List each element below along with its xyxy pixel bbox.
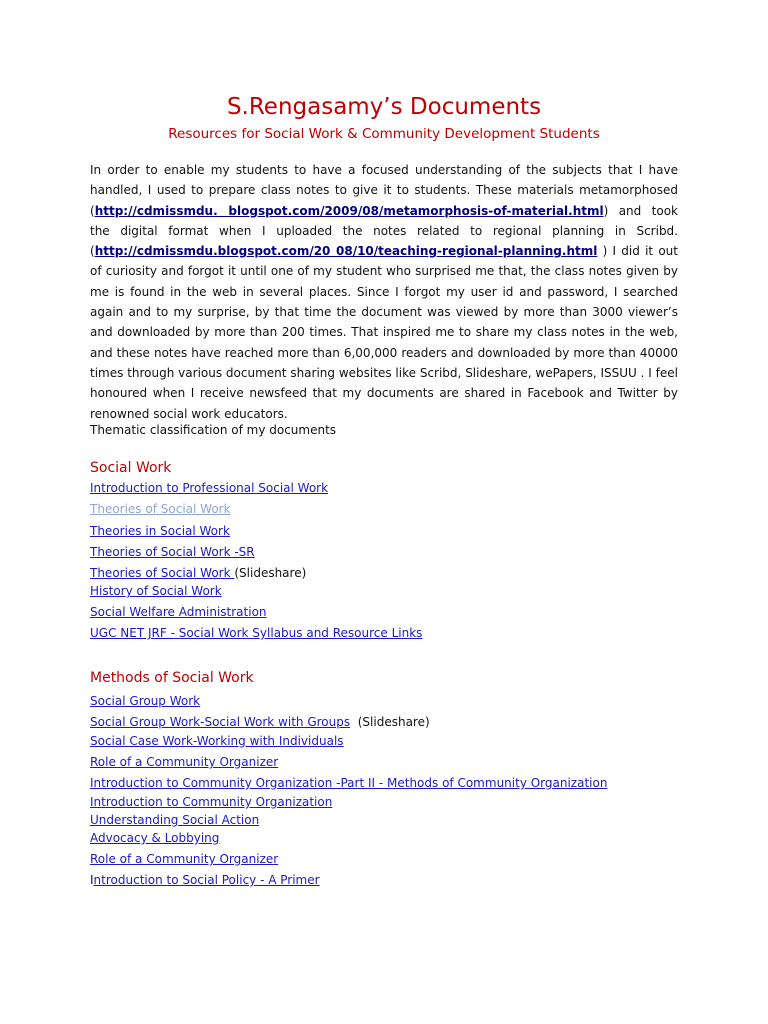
- intro-paragraph: [90, 160, 678, 424]
- page-title: S.Rengasamy’s Documents: [226, 94, 542, 120]
- list-item: [90, 850, 278, 868]
- list-item: [90, 522, 230, 540]
- doc-link[interactable]: Theories of Social Work: [90, 566, 235, 580]
- doc-link[interactable]: Social Group Work: [90, 694, 201, 708]
- list-item: [90, 871, 320, 889]
- list-item: [90, 624, 422, 642]
- doc-link[interactable]: Theories in Social Work: [90, 524, 230, 538]
- doc-link[interactable]: Understanding Social Action: [90, 813, 260, 827]
- doc-link[interactable]: History of Social Work: [90, 584, 222, 598]
- link-note: (Slideshare): [350, 715, 430, 729]
- doc-link[interactable]: Advocacy & Lobbying: [90, 831, 220, 845]
- section-heading-methods-of-social-work: Methods of Social Work: [90, 670, 254, 686]
- list-item: [90, 732, 344, 750]
- list-item: [90, 811, 259, 829]
- list-item: [90, 793, 332, 811]
- list-item: [90, 774, 607, 792]
- list-item: [90, 564, 306, 582]
- doc-link[interactable]: Role of a Community Organizer: [90, 852, 279, 866]
- doc-link[interactable]: Social Case Work-Working with Individuals: [90, 734, 344, 748]
- list-item: [90, 500, 231, 518]
- doc-link[interactable]: Introduction to Professional Social Work: [90, 481, 329, 495]
- intro-text-3: ) I did it out of curiosity and forgot it until one of my student who surprised me that, the class notes given by me is found in the web in several places. Since I forgot my user id and password, I searched again and to my surprise, by that time the document was viewed by more than 3000 viewer’s and downloaded by more than 200 times. That inspired me to share my class notes in the web, and these notes have reached more than 6,00,000 readers and downloaded by more than 40000 times through various document sharing websites like Scribd, Slideshare, wePapers, ISSUU . I feel honoured when I receive newsfeed that my documents are shared in Facebook and Twitter by renowned social work educators.: [90, 244, 678, 421]
- list-item: [90, 713, 430, 731]
- doc-link[interactable]: Role of a Community Organizer: [90, 755, 279, 769]
- list-item: [90, 543, 255, 561]
- doc-link[interactable]: Theories of Social Work -SR: [90, 545, 255, 559]
- doc-link[interactable]: Social Welfare Administration: [90, 605, 267, 619]
- doc-link[interactable]: Social Group Work-Social Work with Groups: [90, 715, 351, 729]
- regional-planning-link[interactable]: http://cdmissmdu.blogspot.com/20 08/10/teaching-regional-planning.html: [94, 244, 598, 259]
- list-item: [90, 582, 222, 600]
- list-item: [90, 603, 267, 621]
- doc-link[interactable]: ntroduction to Social Policy - A Primer: [93, 873, 320, 887]
- list-item: [90, 829, 219, 847]
- metamorphosis-link[interactable]: http://cdmissmdu. blogspot.com/2009/08/metamorphosis-of-material.html: [94, 203, 604, 218]
- intro-text-1: In order to enable my students to have a focused understanding of the subjects that I have handled, I used to prepare class notes to give it to students. These materials metamorphosed (: [90, 163, 678, 218]
- intro-text-2: ) and took the digital format when I uploaded the notes related to regional planning in Scribd. (: [90, 203, 679, 259]
- doc-link[interactable]: Theories of Social Work: [90, 502, 231, 516]
- thematic-label: Thematic classification of my documents: [90, 423, 337, 437]
- list-item: [90, 692, 200, 710]
- list-item: [90, 479, 328, 497]
- page-subtitle: Resources for Social Work & Community Development Students: [168, 126, 600, 142]
- link-prefix: I: [90, 873, 94, 887]
- section-heading-social-work: Social Work: [90, 460, 172, 476]
- doc-link[interactable]: Introduction to Community Organization: [90, 795, 333, 809]
- doc-link[interactable]: Introduction to Community Organization -Part II - Methods of Community Organization: [90, 776, 608, 790]
- link-note: (Slideshare): [234, 566, 307, 580]
- doc-link[interactable]: UGC NET JRF - Social Work Syllabus and Resource Links: [90, 626, 423, 640]
- list-item: [90, 753, 278, 771]
